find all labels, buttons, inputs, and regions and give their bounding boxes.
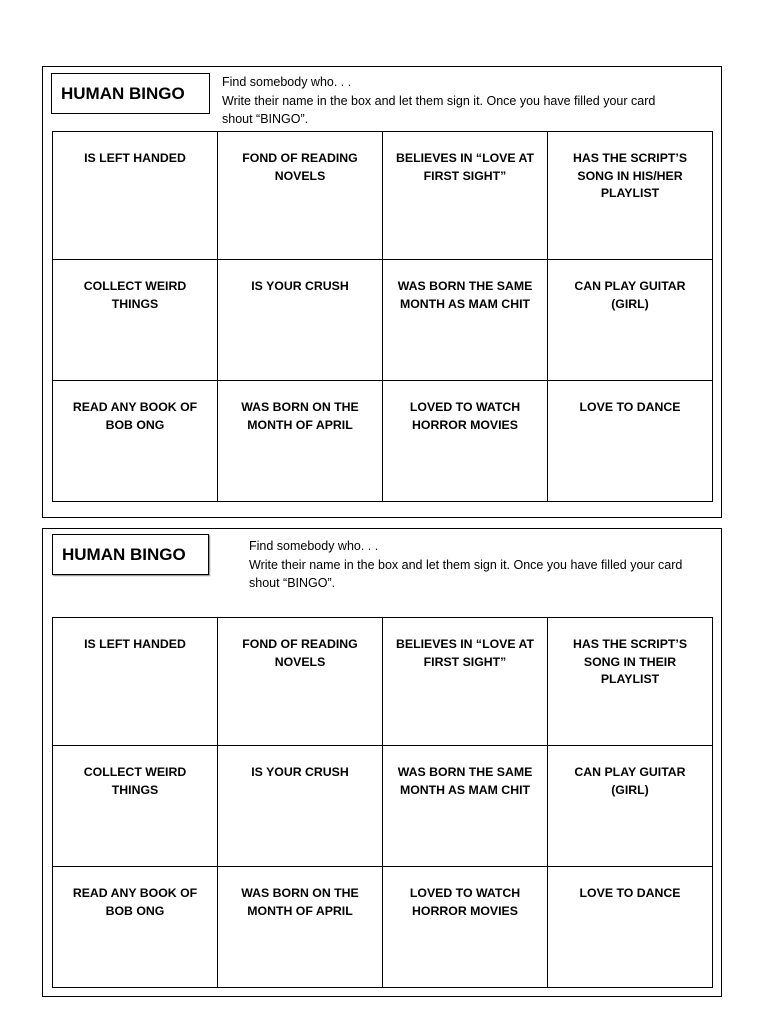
bingo-cell[interactable]: READ ANY BOOK OF BOB ONG [53,381,218,502]
instruction-line: Find somebody who. . . [222,75,352,89]
grid-row [53,260,713,381]
bingo-cell[interactable]: LOVED TO WATCH HORROR MOVIES [383,867,548,988]
grid-row [53,618,713,746]
instruction-line: Write their name in the box and let them sign it. Once you have filled your card [222,93,656,108]
card-title: HUMAN BINGO [51,73,210,114]
grid-row [53,867,713,988]
bingo-cell[interactable]: IS LEFT HANDED [53,618,218,746]
bingo-cell[interactable]: HAS THE SCRIPT’S SONG IN THEIR PLAYLIST [548,618,713,746]
bingo-cell[interactable]: COLLECT WEIRD THINGS [53,260,218,381]
bingo-cell[interactable]: CAN PLAY GUITAR (GIRL) [548,746,713,867]
bingo-cell[interactable]: WAS BORN THE SAME MONTH AS MAM CHIT [383,746,548,867]
grid-row [53,132,713,260]
card-title: HUMAN BINGO [52,534,209,575]
bingo-cell[interactable]: LOVE TO DANCE [548,867,713,988]
bingo-cell[interactable]: FOND OF READING NOVELS [218,132,383,260]
bingo-grid [52,131,713,502]
bingo-cell[interactable]: LOVE TO DANCE [548,381,713,502]
bingo-cell[interactable]: WAS BORN ON THE MONTH OF APRIL [218,381,383,502]
card-instructions [222,73,717,129]
bingo-cell[interactable]: IS YOUR CRUSH [218,260,383,381]
card-instructions [249,537,717,593]
bingo-card [42,66,722,518]
instruction-line: Write their name in the box and let them sign it. Once you have filled your card [249,557,683,572]
bingo-cell[interactable]: WAS BORN ON THE MONTH OF APRIL [218,867,383,988]
bingo-cell[interactable]: HAS THE SCRIPT’S SONG IN HIS/HER PLAYLIST [548,132,713,260]
bingo-cell[interactable]: IS LEFT HANDED [53,132,218,260]
bingo-cell[interactable]: FOND OF READING NOVELS [218,618,383,746]
instruction-line: Find somebody who. . . [249,539,379,553]
bingo-cell[interactable]: COLLECT WEIRD THINGS [53,746,218,867]
bingo-cell[interactable]: LOVED TO WATCH HORROR MOVIES [383,381,548,502]
bingo-cell[interactable]: BELIEVES IN “LOVE AT FIRST SIGHT” [383,618,548,746]
bingo-cell[interactable]: CAN PLAY GUITAR (GIRL) [548,260,713,381]
bingo-card [42,528,722,997]
bingo-cell[interactable]: IS YOUR CRUSH [218,746,383,867]
grid-row [53,746,713,867]
grid-row [53,381,713,502]
bingo-cell[interactable]: READ ANY BOOK OF BOB ONG [53,867,218,988]
bingo-cell[interactable]: WAS BORN THE SAME MONTH AS MAM CHIT [383,260,548,381]
bingo-cell[interactable]: BELIEVES IN “LOVE AT FIRST SIGHT” [383,132,548,260]
bingo-grid [52,617,713,988]
instruction-line: shout “BINGO”. [222,112,309,126]
instruction-line: shout “BINGO”. [249,576,336,590]
